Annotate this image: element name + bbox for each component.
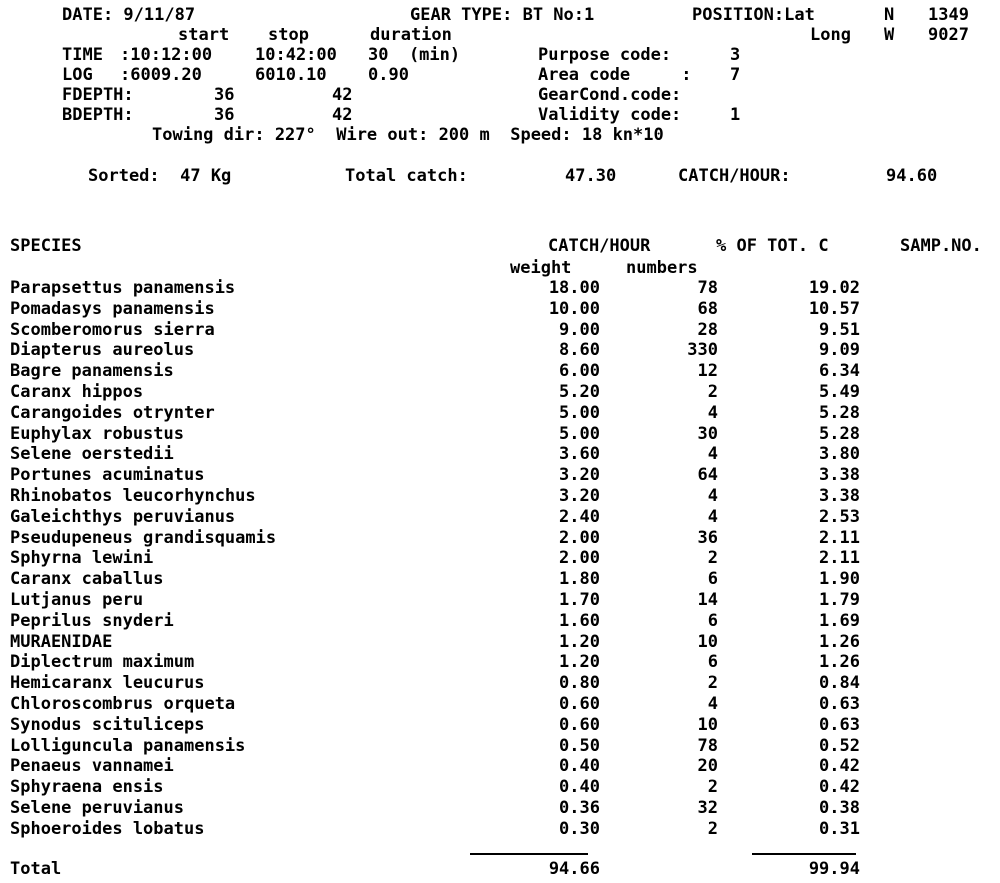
catch-weight: 2.40: [559, 507, 600, 527]
catch-numbers: 30: [697, 424, 718, 444]
catch-numbers: 2: [707, 548, 718, 568]
area-label: Area code :: [538, 65, 692, 85]
catch-numbers: 2: [707, 819, 718, 839]
species-name: Lolliguncula panamensis: [10, 736, 246, 756]
species-name: Portunes acuminatus: [10, 465, 205, 485]
gear-type: GEAR TYPE: BT No:1: [410, 5, 595, 25]
species-name: MURAENIDAE: [10, 632, 113, 652]
catch-weight: 18.00: [548, 278, 600, 298]
species-name: Chloroscombrus orqueta: [10, 694, 236, 714]
catch-weight: 0.40: [559, 756, 600, 776]
weight-total-rule: [470, 853, 588, 855]
bdepth-stop: 42: [332, 105, 353, 125]
catch-weight: 9.00: [559, 320, 600, 340]
species-name: Scomberomorus sierra: [10, 320, 215, 340]
catch-numbers: 4: [707, 486, 718, 506]
catch-numbers: 68: [697, 299, 718, 319]
species-name: Carangoides otrynter: [10, 403, 215, 423]
catch-weight: 1.80: [559, 569, 600, 589]
catch-numbers: 6: [707, 569, 718, 589]
catch-numbers: 32: [697, 798, 718, 818]
header-samp-no: SAMP.NO.: [900, 236, 982, 256]
catch-weight: 3.20: [559, 486, 600, 506]
long-direction: W: [884, 25, 895, 45]
log-start: :6009.20: [120, 65, 202, 85]
col-start: start: [178, 25, 230, 45]
pct-of-total: 5.28: [819, 403, 860, 423]
catch-hour-label: CATCH/HOUR:: [678, 166, 791, 186]
purpose-label: Purpose code:: [538, 45, 672, 65]
catch-weight: 0.60: [559, 715, 600, 735]
pct-of-total: 10.57: [808, 299, 860, 319]
pct-of-total: 0.63: [819, 694, 860, 714]
fdepth-start: 36: [214, 85, 235, 105]
header-species: SPECIES: [10, 236, 82, 256]
catch-weight: 0.80: [559, 673, 600, 693]
sorted-weight: Sorted: 47 Kg: [88, 166, 232, 186]
pct-of-total: 1.79: [819, 590, 860, 610]
long-value: 9027: [928, 25, 969, 45]
gearcond-label: GearCond.code:: [538, 85, 682, 105]
catch-numbers: 78: [697, 278, 718, 298]
total-pct: 99.94: [808, 859, 860, 879]
purpose-value: 3: [730, 45, 741, 65]
bdepth-label: BDEPTH:: [62, 105, 134, 125]
col-duration: duration: [370, 25, 452, 45]
pct-of-total: 0.38: [819, 798, 860, 818]
pct-of-total: 3.80: [819, 444, 860, 464]
area-value: 7: [730, 65, 741, 85]
time-label: TIME: [62, 45, 103, 65]
col-stop: stop: [268, 25, 309, 45]
pct-of-total: 2.53: [819, 507, 860, 527]
pct-of-total: 0.52: [819, 736, 860, 756]
pct-of-total: 0.84: [819, 673, 860, 693]
catch-hour-value: 94.60: [886, 166, 938, 186]
catch-weight: 6.00: [559, 361, 600, 381]
catch-weight: 0.36: [559, 798, 600, 818]
total-catch-label: Total catch:: [345, 166, 468, 186]
catch-numbers: 4: [707, 403, 718, 423]
species-name: Hemicaranx leucurus: [10, 673, 205, 693]
species-name: Synodus scituliceps: [10, 715, 205, 735]
pct-of-total: 0.31: [819, 819, 860, 839]
long-label: Long: [810, 25, 851, 45]
catch-weight: 0.60: [559, 694, 600, 714]
species-name: Caranx hippos: [10, 382, 144, 402]
catch-numbers: 2: [707, 777, 718, 797]
log-label: LOG: [62, 65, 93, 85]
species-name: Euphylax robustus: [10, 424, 184, 444]
catch-numbers: 2: [707, 673, 718, 693]
species-name: Sphyraena ensis: [10, 777, 164, 797]
catch-numbers: 20: [697, 756, 718, 776]
towing-info: Towing dir: 227° Wire out: 200 m Speed: 18 kn*10: [152, 125, 664, 145]
log-duration: 0.90: [368, 65, 409, 85]
total-label: Total: [10, 859, 62, 879]
catch-numbers: 10: [697, 632, 718, 652]
lat-value: 1349: [928, 5, 969, 25]
catch-numbers: 28: [697, 320, 718, 340]
catch-numbers: 330: [687, 340, 718, 360]
time-stop: 10:42:00: [255, 45, 337, 65]
catch-numbers: 78: [697, 736, 718, 756]
species-name: Parapsettus panamensis: [10, 278, 236, 298]
date: DATE: 9/11/87: [62, 5, 196, 25]
header-weight: weight: [510, 258, 572, 278]
species-name: Sphyrna lewini: [10, 548, 154, 568]
catch-weight: 3.60: [559, 444, 600, 464]
catch-numbers: 14: [697, 590, 718, 610]
bdepth-start: 36: [214, 105, 235, 125]
species-name: Peprilus snyderi: [10, 611, 174, 631]
fdepth-stop: 42: [332, 85, 353, 105]
pct-of-total: 5.28: [819, 424, 860, 444]
log-stop: 6010.10: [255, 65, 327, 85]
header-pct-total: % OF TOT. C: [716, 236, 829, 256]
fdepth-label: FDEPTH:: [62, 85, 134, 105]
pct-of-total: 9.09: [819, 340, 860, 360]
pct-of-total: 5.49: [819, 382, 860, 402]
pct-of-total: 2.11: [819, 548, 860, 568]
header-catch-hour: CATCH/HOUR: [548, 236, 651, 256]
pct-of-total: 19.02: [808, 278, 860, 298]
catch-numbers: 4: [707, 444, 718, 464]
species-name: Rhinobatos leucorhynchus: [10, 486, 256, 506]
pct-of-total: 1.90: [819, 569, 860, 589]
pct-of-total: 1.69: [819, 611, 860, 631]
pct-of-total: 0.42: [819, 756, 860, 776]
catch-numbers: 10: [697, 715, 718, 735]
pct-of-total: 2.11: [819, 528, 860, 548]
pct-of-total: 3.38: [819, 486, 860, 506]
catch-numbers: 64: [697, 465, 718, 485]
validity-value: 1: [730, 105, 741, 125]
pct-of-total: 3.38: [819, 465, 860, 485]
catch-weight: 0.50: [559, 736, 600, 756]
species-name: Lutjanus peru: [10, 590, 144, 610]
species-name: Diplectrum maximum: [10, 652, 195, 672]
lat-direction: N: [884, 5, 895, 25]
species-name: Selene peruvianus: [10, 798, 184, 818]
species-name: Galeichthys peruvianus: [10, 507, 236, 527]
catch-weight: 0.30: [559, 819, 600, 839]
catch-weight: 1.60: [559, 611, 600, 631]
catch-weight: 5.20: [559, 382, 600, 402]
catch-weight: 0.40: [559, 777, 600, 797]
catch-weight: 1.70: [559, 590, 600, 610]
pct-total-rule: [752, 853, 856, 855]
species-name: Sphoeroides lobatus: [10, 819, 205, 839]
pct-of-total: 1.26: [819, 652, 860, 672]
species-name: Pomadasys panamensis: [10, 299, 215, 319]
catch-weight: 3.20: [559, 465, 600, 485]
header-numbers: numbers: [626, 258, 698, 278]
catch-numbers: 4: [707, 694, 718, 714]
catch-weight: 1.20: [559, 632, 600, 652]
catch-weight: 5.00: [559, 403, 600, 423]
catch-numbers: 6: [707, 652, 718, 672]
time-duration: 30 (min): [368, 45, 461, 65]
pct-of-total: 9.51: [819, 320, 860, 340]
position-label: POSITION:Lat: [692, 5, 815, 25]
catch-numbers: 12: [697, 361, 718, 381]
catch-weight: 5.00: [559, 424, 600, 444]
time-start: :10:12:00: [120, 45, 213, 65]
species-name: Caranx caballus: [10, 569, 164, 589]
total-weight: 94.66: [548, 859, 600, 879]
catch-weight: 2.00: [559, 548, 600, 568]
catch-weight: 2.00: [559, 528, 600, 548]
catch-weight: 1.20: [559, 652, 600, 672]
pct-of-total: 0.42: [819, 777, 860, 797]
species-name: Selene oerstedii: [10, 444, 174, 464]
catch-numbers: 6: [707, 611, 718, 631]
species-name: Bagre panamensis: [10, 361, 174, 381]
total-catch-value: 47.30: [565, 166, 617, 186]
catch-numbers: 36: [697, 528, 718, 548]
species-name: Penaeus vannamei: [10, 756, 174, 776]
validity-label: Validity code:: [538, 105, 682, 125]
species-name: Pseudupeneus grandisquamis: [10, 528, 277, 548]
catch-numbers: 4: [707, 507, 718, 527]
pct-of-total: 0.63: [819, 715, 860, 735]
catch-numbers: 2: [707, 382, 718, 402]
pct-of-total: 1.26: [819, 632, 860, 652]
catch-weight: 10.00: [548, 299, 600, 319]
pct-of-total: 6.34: [819, 361, 860, 381]
species-name: Diapterus aureolus: [10, 340, 195, 360]
catch-weight: 8.60: [559, 340, 600, 360]
